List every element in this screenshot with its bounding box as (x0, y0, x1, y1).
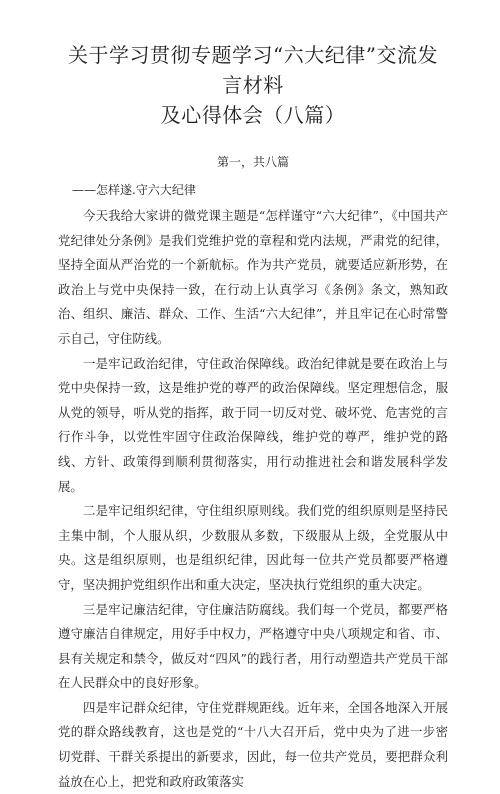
section-heading: 第一，共八篇 (216, 155, 289, 169)
paragraph-intro: 今天我给大家讲的微党课主题是“怎样谨守“六大纪律”，《中国共产党纪律处分条例》是我们党维护党的章程和党内法规，严肃党的纪律，坚持全面从严治党的一个新航标。作为共产党员，就要适应新形势，在政治上与党中央保持一致，在行动上认真学习《条例》条文，熟知政治、组织、廉洁、群众、工作、生活“六大纪律”，并且牢记在心时常警示自己，守住防线。 (58, 208, 448, 346)
paragraph-organizational-discipline: 二是牢记组织纪律，守住组织原则线。我们党的组织原则是坚持民主集中制，个人服从织，少数服从多数，下级服从上级，全党服从中央。这是组织原则，也是组织纪律，因此每一位共产党员都要严格遵守，坚决拥护党组织作出和重大决定，坚决执行党组织的重大决定。 (58, 503, 448, 592)
section-subtitle: ——怎样遂.守六大纪律 (72, 183, 196, 197)
document-title-line-2: 及心得体会（八篇） (160, 103, 346, 127)
paragraph-integrity-discipline: 三是牢记廉洁纪律，守住廉洁防腐线。我们每一个党员，都要严格遵守廉洁自律规定，用好手中权力，严格遵守中央八项规定和省、市、县有关规定和禁令，做反对“四风”的践行者，用行动塑造共产党员干部在人民群众中的良好形象。 (58, 601, 448, 691)
document-body (58, 204, 448, 794)
paragraph-political-discipline: 一是牢记政治纪律，守住政治保障线。政治纪律就是要在政治上与党中央保持一致，这是维护党的尊严的政治保障线。坚定理想信念，服从党的领导，听从党的指挥，敢于同一切反对党、破坏党、危害党的言行作斗争，以党性牢固守住政治保障线，维护党的尊严，维护党的路线、方针、政策得到顺利贯彻落实，用行动推进社会和谐发展科学发展。 (58, 355, 448, 494)
document-title-line-1: 关于学习贯彻专题学习“六大纪律”交流发言材料 (68, 43, 438, 97)
paragraph-mass-discipline: 四是牢记群众纪律，守住党群规距线。近年来，全国各地深入开展党的群众路线教育，这也是党的“十八大召开后，党中央为了进一步密切党群、干群关系提出的新要求，因此，每一位共产党员，要把群众利益放在心上，把党和政府政策落实 (58, 699, 448, 789)
document-title (58, 40, 448, 130)
